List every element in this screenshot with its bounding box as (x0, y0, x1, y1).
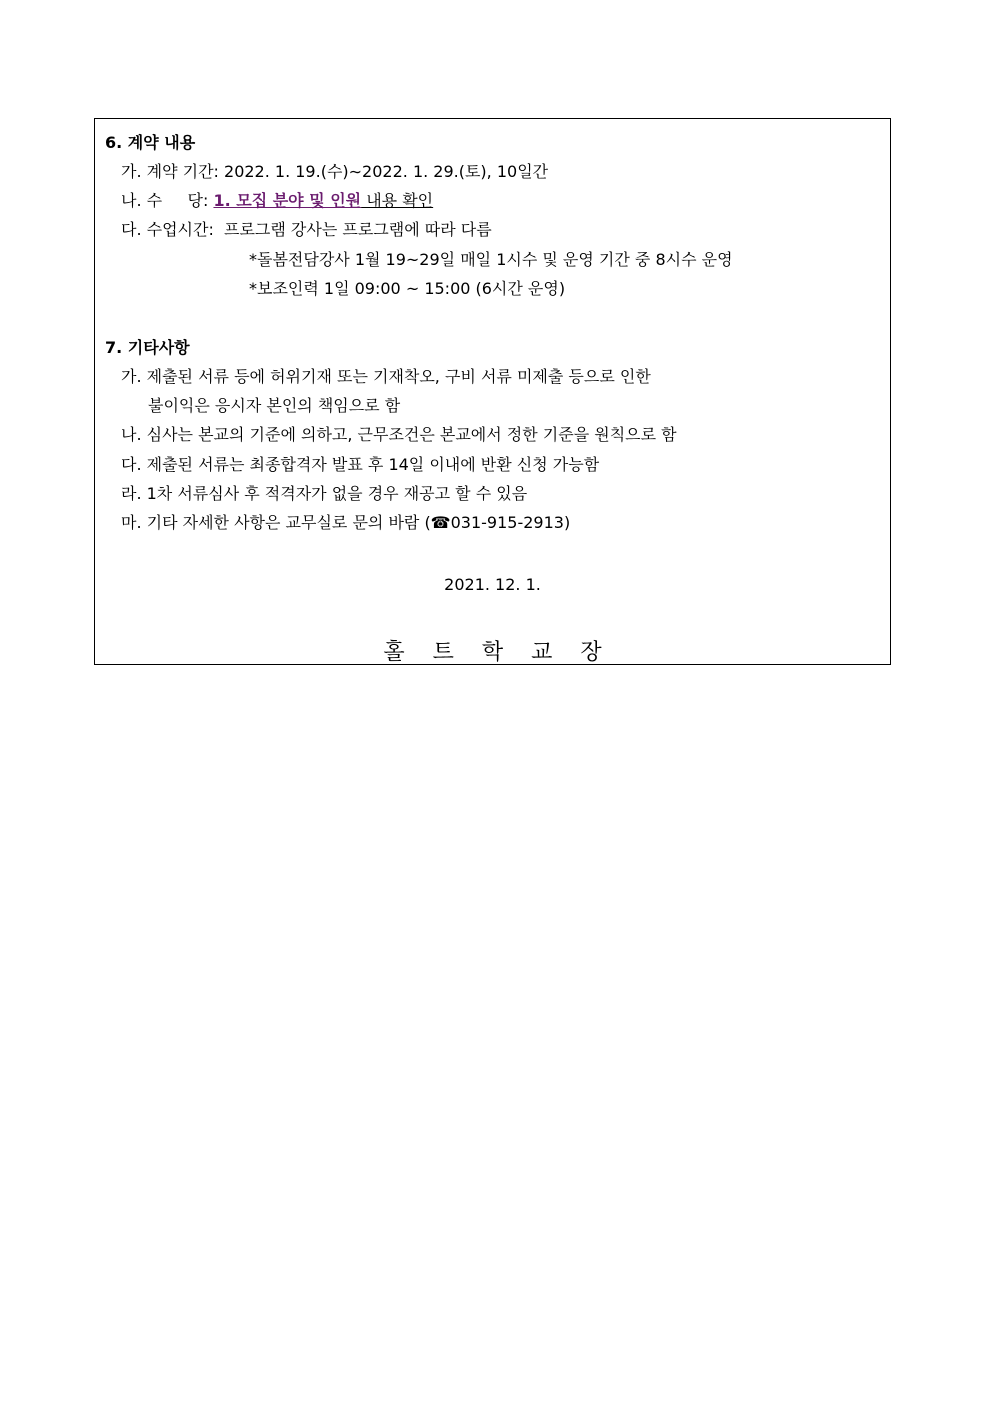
etc-item-ga-2: 불이익은 응시자 본인의 책임으로 함 (148, 396, 401, 415)
etc-item-ra: 라. 1차 서류심사 후 적격자가 없을 경우 재공고 할 수 있음 (121, 484, 528, 503)
class-hours: 다. 수업시간: 프로그램 강사는 프로그램에 따라 다름 (121, 220, 492, 239)
contract-fee (121, 191, 433, 211)
section6-heading: 6. 계약 내용 (105, 133, 196, 152)
notice-box (94, 118, 891, 665)
etc-item-ga-1: 가. 제출된 서류 등에 허위기재 또는 기재착오, 구비 서류 미제출 등으로 인한 (121, 367, 651, 386)
etc-item-na: 나. 심사는 본교의 기준에 의하고, 근무조건은 본교에서 정한 기준을 원칙으로 함 (121, 425, 677, 444)
principal-signature: 홀트학교장 (383, 640, 630, 665)
etc-item-ma: 마. 기타 자세한 사항은 교무실로 문의 바람 (☎031-915-2913) (121, 513, 571, 532)
hours-note-care: *돌봄전담강사 1월 19~29일 매일 1시수 및 운영 기간 중 8시수 운영 (249, 250, 733, 269)
hours-note-assistant: *보조인력 1일 09:00 ~ 15:00 (6시간 운영) (249, 279, 566, 298)
etc-item-da: 다. 제출된 서류는 최종합격자 발표 후 14일 이내에 반환 신청 가능함 (121, 455, 600, 474)
fee-suffix: 내용 확인 (361, 191, 434, 210)
section7-heading: 7. 기타사항 (105, 338, 190, 357)
fee-label: 나. 수 당: (121, 191, 214, 210)
notice-date: 2021. 12. 1. (444, 575, 541, 594)
recruitment-field-link[interactable]: 1. 모집 분야 및 인원 (213, 191, 362, 210)
contract-period: 가. 계약 기간: 2022. 1. 19.(수)∼2022. 1. 29.(토), 10일간 (121, 162, 549, 181)
